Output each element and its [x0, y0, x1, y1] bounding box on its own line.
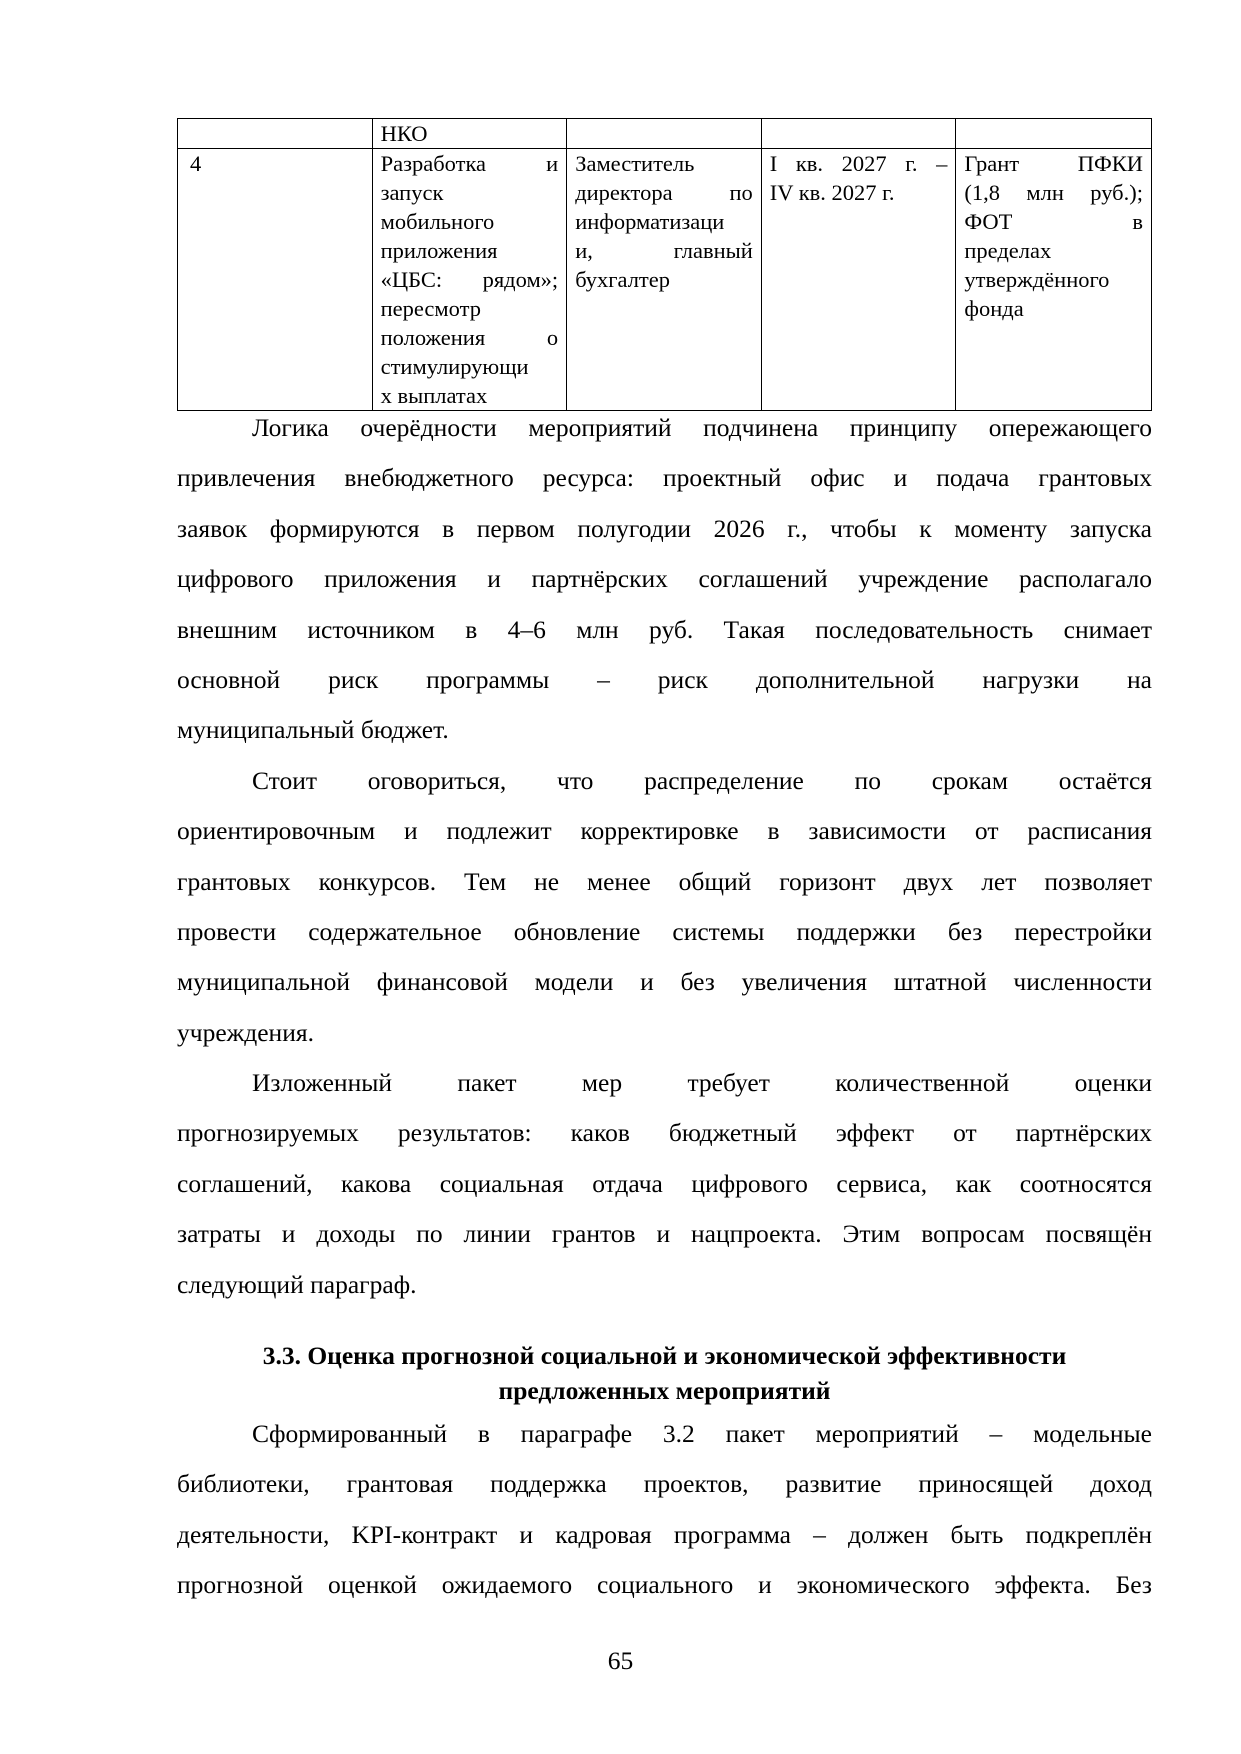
heading-line: 3.3. Оценка прогнозной социальной и экономической эффективности — [262, 1341, 1067, 1370]
text-line: библиотеки, грантовая поддержка проектов, развитие приносящей доход — [177, 1469, 1152, 1499]
text-line: соглашений, какова социальная отдача цифрового сервиса, как соотносятся — [177, 1168, 1152, 1198]
responsible-cell — [567, 149, 762, 411]
text-line: привлечения внебюджетного ресурса: проектный офис и подача грантовых — [177, 463, 1152, 493]
cell-line: бухгалтер — [575, 267, 670, 292]
paragraph-1 — [177, 403, 1152, 1310]
table-row — [178, 149, 1152, 411]
section-heading — [177, 1338, 1152, 1408]
text-line: внешним источником в 4–6 млн руб. Такая последовательность снимает — [177, 614, 1152, 644]
heading-line: предложенных мероприятий — [498, 1376, 831, 1405]
cell-line: положения о — [380, 325, 559, 350]
cell-line: стимулирующи — [380, 354, 529, 379]
text-line: муниципальный бюджет. — [177, 715, 449, 745]
cell-line: ФОТ в — [964, 209, 1143, 234]
text-line: ориентировочным и подлежит корректировке в зависимости от расписания — [177, 816, 1152, 846]
text-line: Логика очерёдности мероприятий подчинена принципу опережающего — [252, 413, 1152, 442]
action-plan-table — [177, 118, 1152, 411]
table-cell — [761, 119, 956, 149]
cell-line: запуск — [380, 180, 444, 205]
cell-line: и, главный — [575, 238, 753, 263]
cell-line: Разработка и — [380, 151, 559, 176]
cell-line: директора по — [575, 180, 753, 205]
table-cell — [567, 119, 762, 149]
cell-line: фонда — [964, 296, 1024, 321]
text-line: прогнозируемых результатов: каков бюджетный эффект от партнёрских — [177, 1118, 1152, 1148]
cell-line: «ЦБС: рядом»; — [380, 267, 559, 292]
funding-source-cell — [956, 149, 1152, 411]
cell-line: Заместитель — [575, 151, 695, 176]
cell-line: IV кв. 2027 г. — [769, 180, 895, 205]
text-line: Изложенный пакет мер требует количественной оценки — [252, 1068, 1152, 1098]
cell-line: мобильного — [380, 209, 495, 234]
text-line: Стоит оговориться, что распределение по срокам остаётся — [252, 765, 1152, 795]
cell-line: пределах — [964, 238, 1052, 263]
table-cell — [178, 119, 373, 149]
text-line: грантовых конкурсов. Тем не менее общий горизонт двух лет позволяет — [177, 866, 1152, 896]
text-line: провести содержательное обновление системы поддержки без перестройки — [177, 916, 1152, 946]
paragraph-4 — [177, 1409, 1152, 1611]
table-cell — [956, 119, 1152, 149]
table-row — [178, 119, 1152, 149]
text-line: учреждения. — [177, 1017, 314, 1047]
row-number-cell: 4 — [178, 149, 373, 411]
cell-line: Грант ПФКИ — [964, 151, 1143, 176]
text-line: муниципальной финансовой модели и без увеличения штатной численности — [177, 967, 1152, 997]
text-line: основной риск программы – риск дополнительной нагрузки на — [177, 664, 1152, 694]
cell-line: х выплатах — [380, 383, 488, 408]
text-line: затраты и доходы по линии грантов и нацпроекта. Этим вопросам посвящён — [177, 1219, 1152, 1249]
cell-line: информатизаци — [575, 209, 725, 234]
table-cell: НКО — [372, 119, 567, 149]
cell-line: приложения — [380, 238, 498, 263]
action-cell — [372, 149, 567, 411]
text-line: цифрового приложения и партнёрских соглашений учреждение располагало — [177, 564, 1152, 594]
text-line: следующий параграф. — [177, 1269, 417, 1299]
text-line: деятельности, KPI-контракт и кадровая программа – должен быть подкреплён — [177, 1519, 1152, 1549]
cell-line: пересмотр — [380, 296, 481, 321]
cell-line: (1,8 млн руб.); — [964, 180, 1143, 205]
cell-line: утверждённого — [964, 267, 1110, 292]
period-cell — [761, 149, 956, 411]
page-number: 65 — [607, 1646, 634, 1675]
cell-line: I кв. 2027 г. – — [769, 151, 948, 176]
text-line: Сформированный в параграфе 3.2 пакет мероприятий – модельные — [252, 1419, 1152, 1448]
text-line: заявок формируются в первом полугодии 2026 г., чтобы к моменту запуска — [177, 513, 1152, 543]
text-line: прогнозной оценкой ожидаемого социального и экономического эффекта. Без — [177, 1570, 1152, 1600]
